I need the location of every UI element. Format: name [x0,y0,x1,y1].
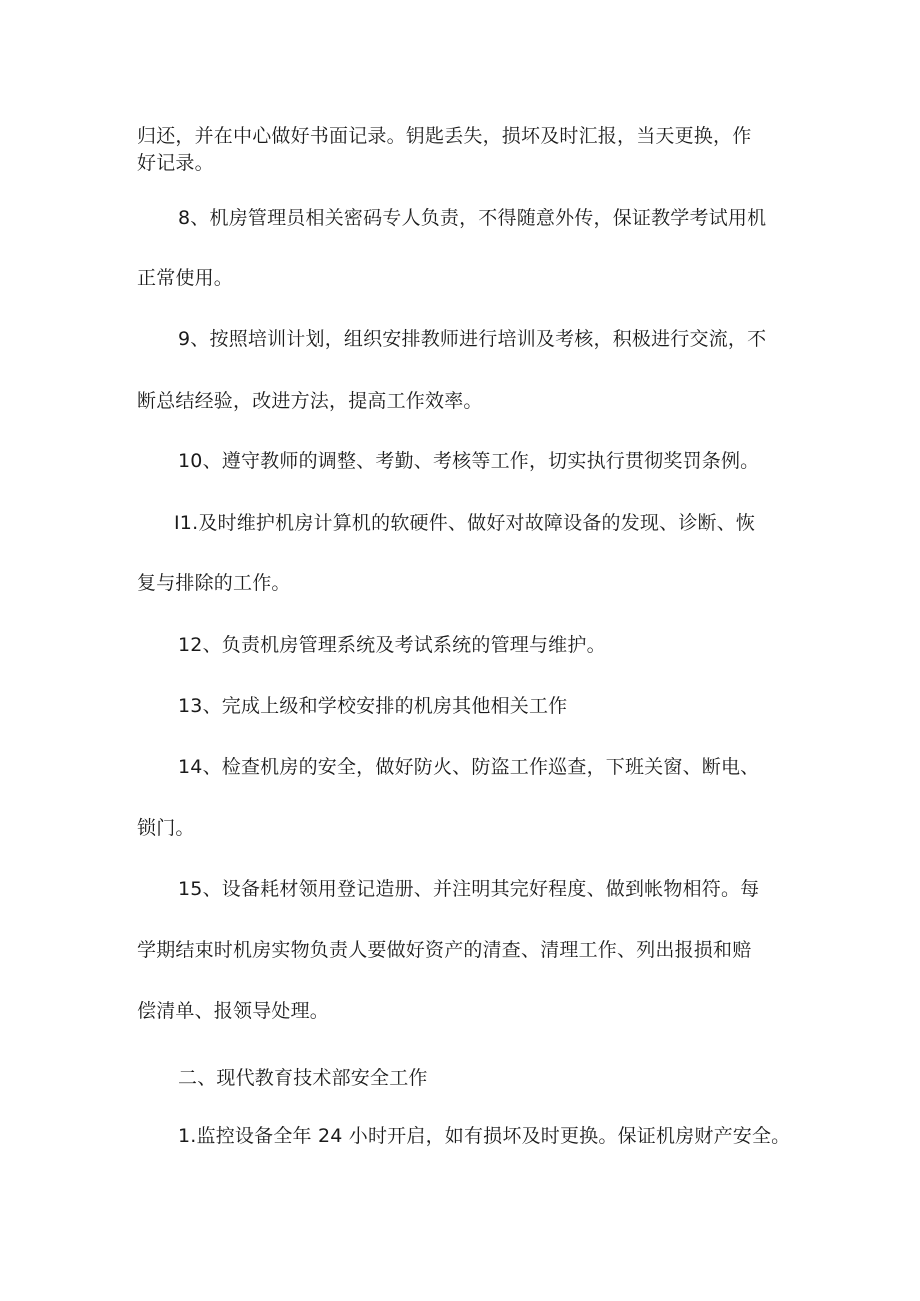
section-heading: 二、现代教育技术部安全工作 [178,1067,428,1089]
text-line: 9、按照培训计划，组织安排教师进行培训及考核，积极进行交流，不 [178,328,767,350]
text-line: 锁门。 [137,817,195,839]
text-line: 14、检查机房的安全，做好防火、防盗工作巡查，下班关窗、断电、 [178,756,760,778]
text-line: 13、完成上级和学校安排的机房其他相关工作 [178,695,568,717]
text-line: 偿清单、报领导处理。 [137,1000,330,1022]
text-line: 10、遵守教师的调整、考勤、考核等工作，切实执行贯彻奖罚条例。 [178,450,760,472]
text-line: 15、设备耗材领用登记造册、并注明其完好程度、做到帐物相符。每 [178,878,760,900]
text-line: 归还，并在中心做好书面记录。钥匙丢失，损坏及时汇报，当天更换，作 [137,125,752,147]
text-line: 8、机房管理员相关密码专人负责，不得随意外传，保证教学考试用机 [178,207,767,229]
text-line: 复与排除的工作。 [137,572,291,594]
text-line: 1.监控设备全年 24 小时开启，如有损坏及时更换。保证机房财产安全。 [178,1125,791,1147]
text-line: 12、负责机房管理系统及考试系统的管理与维护。 [178,634,606,656]
text-line: 好记录。 [137,152,214,174]
text-line: 断总结经验，改进方法，提高工作效率。 [137,390,483,412]
text-line: 正常使用。 [137,267,234,289]
text-line: I1.及时维护机房计算机的软硬件、做好对故障设备的发现、诊断、恢 [174,512,756,534]
text-line: 学期结束时机房实物负责人要做好资产的清查、清理工作、列出报损和赔 [137,939,752,961]
